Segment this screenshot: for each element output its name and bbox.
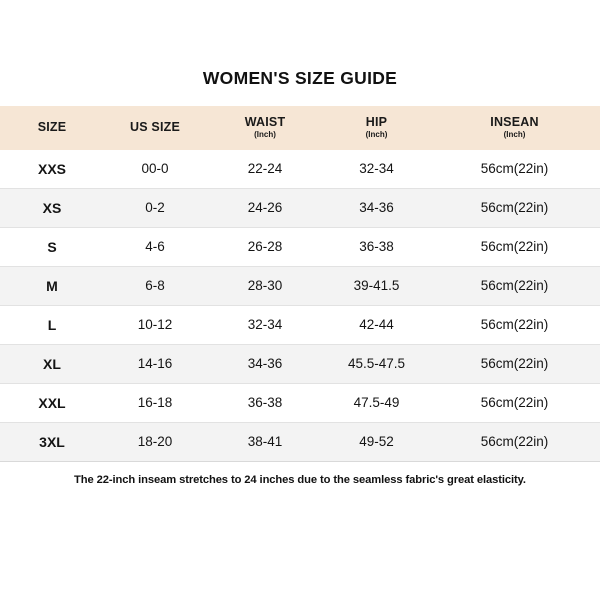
column-header-waist — [206, 106, 324, 150]
cell-us-size: 16-18 — [104, 383, 206, 422]
table-row — [0, 266, 600, 305]
table-row — [0, 422, 600, 461]
column-header-hip — [324, 106, 429, 150]
column-header-us-size — [104, 106, 206, 150]
column-header-waist-unit: (Inch) — [254, 130, 276, 140]
cell-inseam: 56cm(22in) — [429, 422, 600, 461]
column-header-inseam-label: INSEAN — [490, 115, 539, 129]
cell-hip: 49-52 — [324, 422, 429, 461]
cell-waist: 38-41 — [206, 422, 324, 461]
cell-inseam: 56cm(22in) — [429, 188, 600, 227]
cell-size: XXS — [0, 150, 104, 189]
cell-hip: 42-44 — [324, 305, 429, 344]
cell-waist: 24-26 — [206, 188, 324, 227]
table-row — [0, 383, 600, 422]
cell-inseam: 56cm(22in) — [429, 383, 600, 422]
cell-inseam: 56cm(22in) — [429, 227, 600, 266]
table-row — [0, 305, 600, 344]
table-header-row — [0, 106, 600, 150]
cell-us-size: 4-6 — [104, 227, 206, 266]
cell-us-size: 18-20 — [104, 422, 206, 461]
page-title: WOMEN'S SIZE GUIDE — [202, 68, 398, 88]
table-row — [0, 150, 600, 189]
table-row — [0, 227, 600, 266]
cell-hip: 36-38 — [324, 227, 429, 266]
cell-size: XXL — [0, 383, 104, 422]
cell-waist: 34-36 — [206, 344, 324, 383]
cell-size: XL — [0, 344, 104, 383]
column-header-hip-label: HIP — [365, 115, 388, 129]
cell-us-size: 10-12 — [104, 305, 206, 344]
cell-hip: 32-34 — [324, 150, 429, 189]
cell-us-size: 00-0 — [104, 150, 206, 189]
cell-us-size: 0-2 — [104, 188, 206, 227]
cell-us-size: 6-8 — [104, 266, 206, 305]
column-header-inseam — [429, 106, 600, 150]
cell-inseam: 56cm(22in) — [429, 150, 600, 189]
cell-inseam: 56cm(22in) — [429, 266, 600, 305]
cell-waist: 36-38 — [206, 383, 324, 422]
table-row — [0, 344, 600, 383]
cell-hip: 45.5-47.5 — [324, 344, 429, 383]
column-header-hip-unit: (Inch) — [365, 130, 388, 140]
column-header-inseam-unit: (Inch) — [503, 130, 526, 140]
table-row — [0, 188, 600, 227]
table-header — [0, 106, 600, 150]
cell-size: M — [0, 266, 104, 305]
cell-us-size: 14-16 — [104, 344, 206, 383]
cell-hip: 47.5-49 — [324, 383, 429, 422]
cell-waist: 26-28 — [206, 227, 324, 266]
column-header-size — [0, 106, 104, 150]
cell-inseam: 56cm(22in) — [429, 344, 600, 383]
cell-size: 3XL — [0, 422, 104, 461]
cell-waist: 22-24 — [206, 150, 324, 189]
column-header-size-label: SIZE — [37, 119, 67, 134]
cell-hip: 34-36 — [324, 188, 429, 227]
cell-waist: 28-30 — [206, 266, 324, 305]
cell-hip: 39-41.5 — [324, 266, 429, 305]
cell-inseam: 56cm(22in) — [429, 305, 600, 344]
cell-size: XS — [0, 188, 104, 227]
cell-size: L — [0, 305, 104, 344]
footnote-text: The 22-inch inseam stretches to 24 inches due to the seamless fabric's great elasticity. — [74, 473, 526, 486]
column-header-waist-label: WAIST — [244, 115, 286, 129]
cell-waist: 32-34 — [206, 305, 324, 344]
column-header-us-size-label: US SIZE — [129, 119, 181, 134]
table-body — [0, 150, 600, 462]
size-guide-table — [0, 106, 600, 462]
cell-size: S — [0, 227, 104, 266]
